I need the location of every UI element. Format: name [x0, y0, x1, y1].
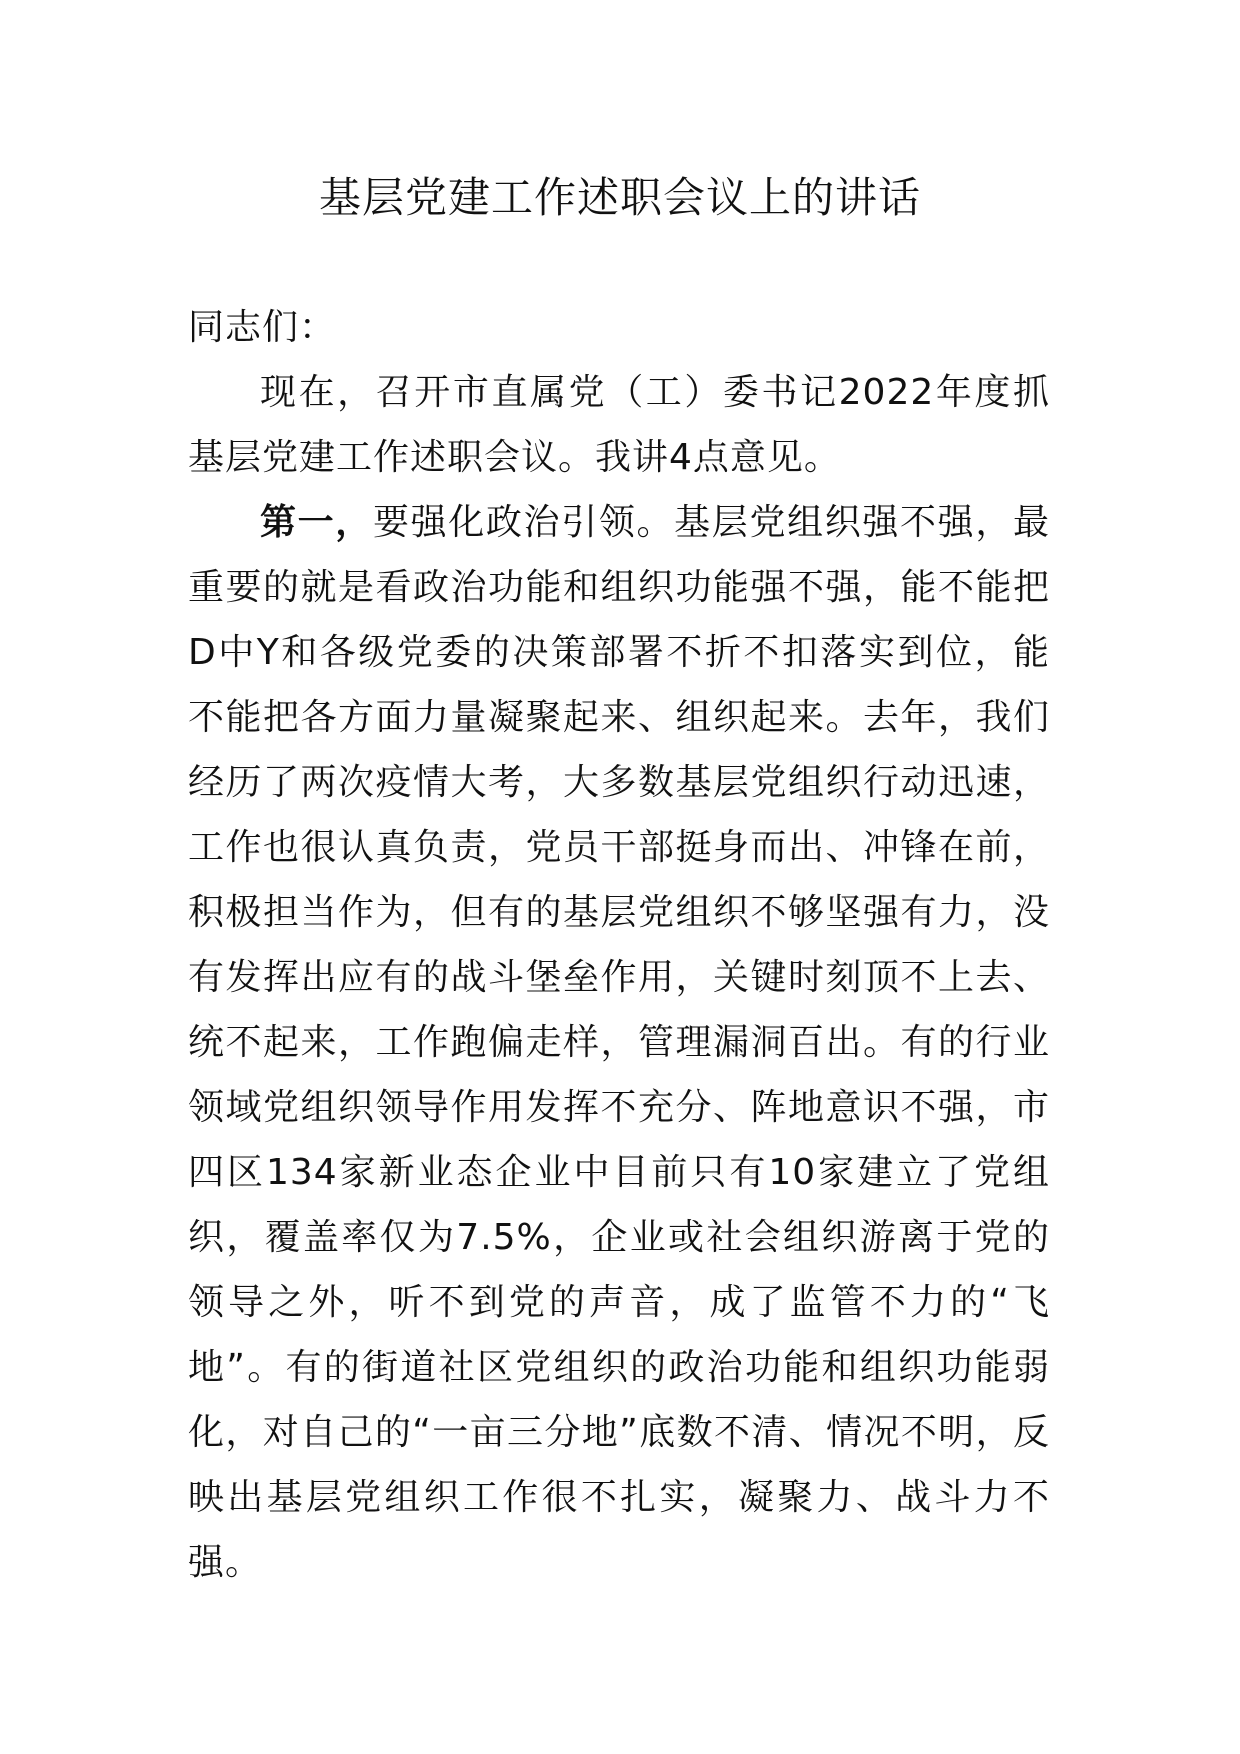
- document-title: 基层党建工作述职会议上的讲话: [318, 173, 921, 222]
- point-one-text: 要强化政治引领。基层党组织强不强，最重要的就是看政治功能和组织功能强不强，能不能把D中Y和各级党委的决策部署不折不扣落实到位，能不能把各方面力量凝聚起来、组织起来。去年，我们经历了两次疫情大考，大多数基层党组织行动迅速，工作也很认真负责，党员干部挺身而出、冲锋在前，积极担当作为，但有的基层党组织不够坚强有力，没有发挥出应有的战斗堡垒作用，关键时刻顶不上去、统不起来，工作跑偏走样，管理漏洞百出。有的行业领域党组织领导作用发挥不充分、阵地意识不强，市四区134家新业态企业中目前只有10家建立了党组织，覆盖率仅为7.5%，企业或社会组织游离于党的领导之外，听不到党的声音，成了监管不力的“飞地”。有的街道社区党组织的政治功能和组织功能弱化，对自己的“一亩三分地”底数不清、情况不明，反映出基层党组织工作很不扎实，凝聚力、战斗力不强。: [188, 502, 1050, 1583]
- salutation: 同志们：: [188, 307, 337, 348]
- point-one-lead: 第一，: [260, 502, 373, 543]
- point-one-paragraph: [188, 490, 1050, 1595]
- intro-paragraph: 现在，召开市直属党（工）委书记2022年度抓基层党建工作述职会议。我讲4点意见。: [188, 372, 1050, 478]
- document-body: [188, 295, 1050, 1595]
